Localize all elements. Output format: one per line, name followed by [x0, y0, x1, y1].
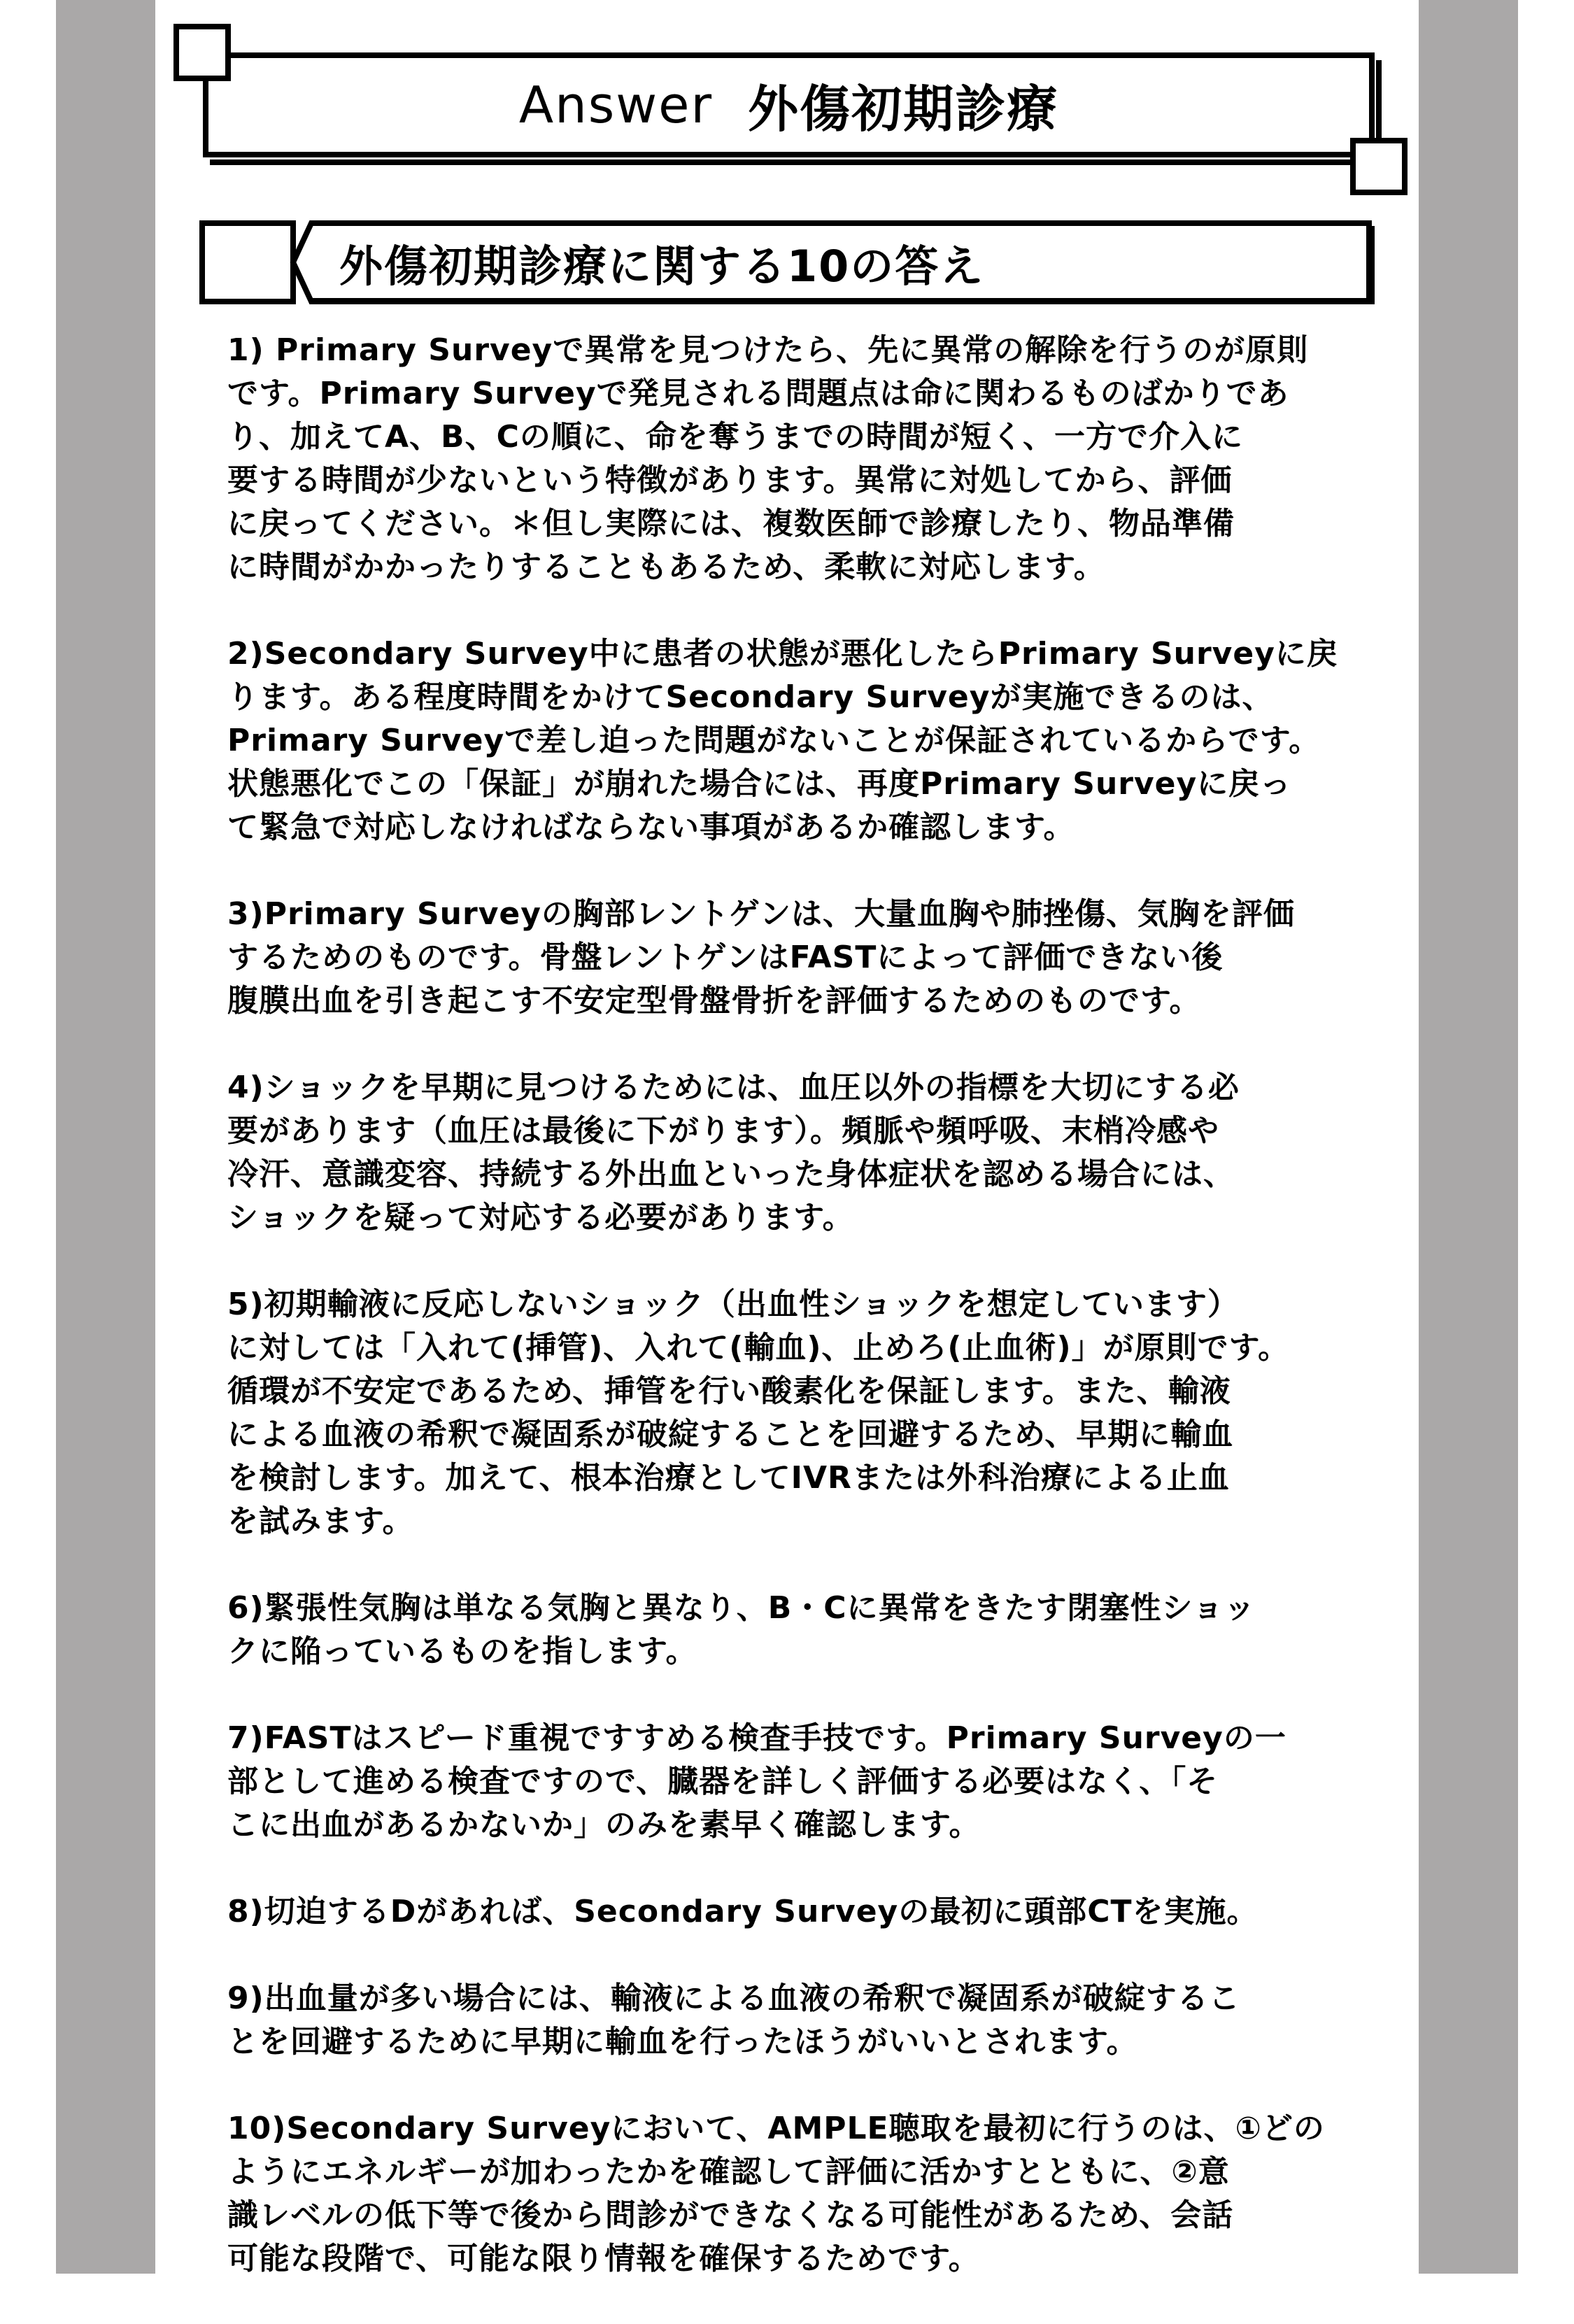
answer-item-2: 2)Secondary Survey中に患者の状態が悪化したらPrimary Surveyに戻 ります。ある程度時間をかけてSecondary Surveyが実施できるのは、 Primary Surveyで差し迫った問題がないことが保証されているからです。 状態悪化でこの「保証」が崩れた場合には、再度Primary Surveyに戻っ て緊急で対応しなければならない事項があるか確認します。	[227, 636, 1338, 845]
right-gray-margin	[1419, 0, 1518, 2274]
answer-item-6: 6)緊張性気胸は単なる気胸と異なり、B・Cに異常をきたす閉塞性ショッ クに陥っているものを指します。	[227, 1590, 1256, 1669]
answer-list	[227, 329, 1382, 2324]
section-header-square	[202, 223, 293, 302]
answer-item-10: 10)Secondary Surveyにおいて、AMPLE聴取を最初に行うのは、①どの ようにエネルギーが加わったかを確認して評価に活かすとともに、②意 識レベルの低下等で後から問診ができなくなる可能性があるため、会話 可能な段階で、可能な限り情報を確保するためです。	[227, 2111, 1325, 2276]
page-title-japanese: 外傷初期診療	[748, 80, 1059, 139]
answer-item-3: 3)Primary Surveyの胸部レントゲンは、大量血胸や肺挫傷、気胸を評価 するためのものです。骨盤レントゲンはFASTによって評価できない後 腹膜出血を引き起こす不安定型骨盤骨折を評価するためのものです。	[227, 896, 1296, 1019]
page-title	[203, 52, 1375, 157]
answer-item-4: 4)ショックを早期に見つけるためには、血圧以外の指標を大切にする必 要があります（血圧は最後に下がります）。頻脈や頻呼吸、末梢冷感や 冷汗、意識変容、持続する外出血といった身体症状を認める場合には、 ショックを疑って対応する必要があります。	[227, 1070, 1240, 1235]
left-gray-margin	[56, 0, 155, 2274]
section-title: 外傷初期診療に関する10の答え	[339, 240, 985, 292]
answer-item-9: 9)出血量が多い場合には、輸液による血液の希釈で凝固系が破綻するこ とを回避するために早期に輸血を行ったほうがいいとされます。	[227, 1981, 1240, 2060]
answer-item-5: 5)初期輸液に反応しないショック（出血性ショックを想定しています） に対しては「入れて(挿管)、入れて(輸血)、止めろ(止血術)」が原則です。 循環が不安定であるため、挿管を行い酸素化を保証します。また、輸液 による血液の希釈で凝固系が破綻することを回避するため、早期に輸血 を検討します。加えて、根本治療としてIVRまたは外科治療による止血 を試みます。	[227, 1287, 1290, 1539]
answer-item-8: 8)切迫するDがあれば、Secondary Surveyの最初に頭部CTを実施。	[227, 1894, 1259, 1929]
page-title-english: Answer	[518, 76, 714, 134]
answer-item-1: 1) Primary Surveyで異常を見つけたら、先に異常の解除を行うのが原則 です。Primary Surveyで発見される問題点は命に関わるものばかりであ り、加えてA、B、Cの順に、命を奪うまでの時間が短く、一方で介入に 要する時間が少ないという特徴があります。異常に対処してから、評価 に戻ってください。＊但し実際には、複数医師で診療したり、物品準備 に時間がかかったりすることもあるため、柔軟に対応します。	[227, 332, 1309, 585]
section-header	[199, 220, 1375, 304]
answer-item-7: 7)FASTはスピード重視ですすめる検査手技です。Primary Surveyの一 部として進める検査ですので、臓器を詳しく評価する必要はなく、「そ こに出血があるかないか」のみを素早く確認します。	[227, 1720, 1286, 1843]
